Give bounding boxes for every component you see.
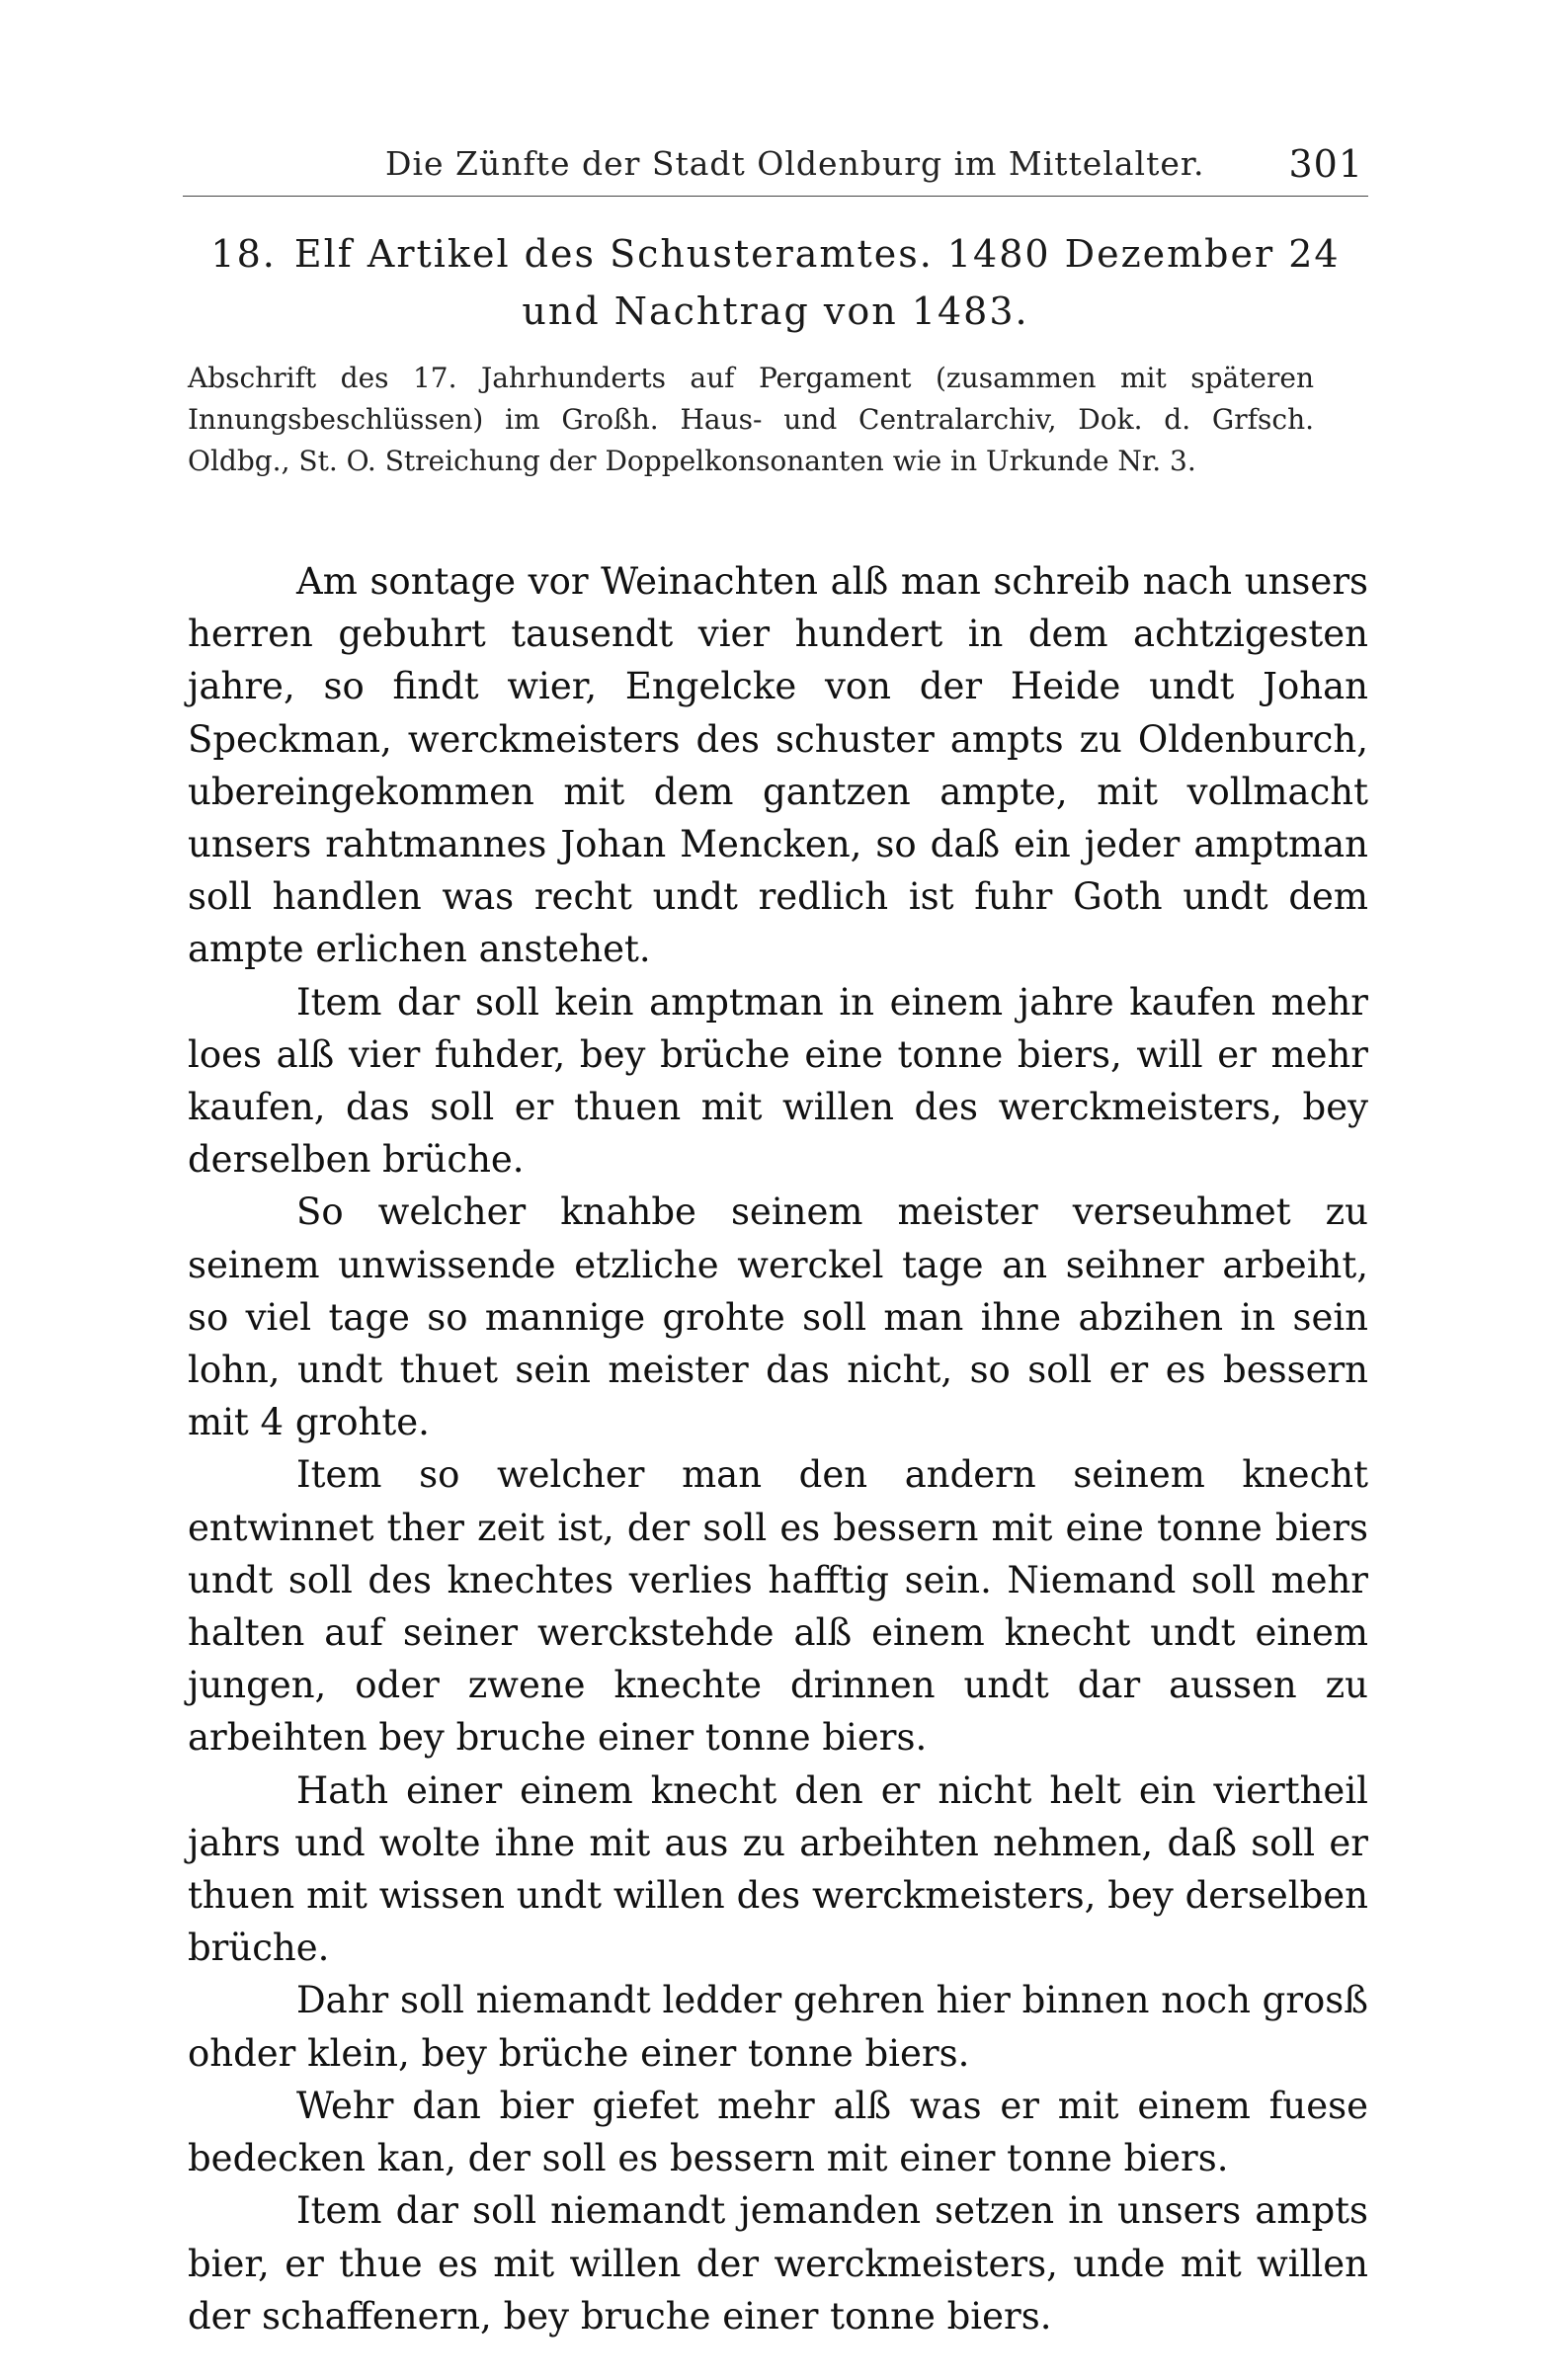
paragraph: Item dar soll niemandt jemanden setzen in unsers ampts bier, er thue es mit willen der werckmeisters, unde mit willen der schaffenern, bey bruche einer tonne biers. [188, 2189, 1368, 2338]
body-text [188, 555, 1368, 2342]
page-number: 301 [1288, 142, 1363, 186]
paragraph: Dahr soll niemandt ledder gehren hier binnen noch grosß ohder klein, bey brüche einer tonne biers. [188, 1979, 1369, 2075]
paragraph: So welcher knahbe seinem meister verseuhmet zu seinem unwissende etzliche werckel tage an seihner arbeiht, so viel tage so mannige grohte soll man ihne abzihen in sein lohn, undt thuet sein meister das nicht, so soll er es bessern mit 4 grohte. [188, 1190, 1368, 1444]
document-heading [188, 225, 1363, 340]
heading-line-1 [188, 225, 1363, 283]
header-rule [183, 196, 1368, 197]
source-note: Abschrift des 17. Jahrhunderts auf Pergament (zusammen mit späteren Innungsbeschlüssen) im Großh. Haus- und Centralarchiv, Dok. d. Grfsch. Oldbg., St. O. Streichung der Doppelkonsonanten wie in Urkunde Nr. 3. [188, 362, 1314, 477]
paragraph: Item so welcher man den andern seinem knecht entwinnet ther zeit ist, der soll es bessern mit eine tonne biers undt soll des knechtes verlies hafftig sein. Niemand soll mehr halten auf seiner werckstehde alß einem knecht undt einem jungen, oder zwene knechte drinnen undt dar aussen zu arbeihten bey bruche einer tonne biers. [188, 1453, 1368, 1760]
running-title: Die Zünfte der Stadt Oldenburg im Mittelalter. [385, 144, 1205, 183]
document-title-line-2: und Nachtrag von 1483. [522, 289, 1029, 333]
running-header [188, 138, 1363, 198]
document-number: 18. [210, 232, 277, 276]
document-title-line-1: Elf Artikel des Schusteramtes. 1480 Dezember 24 [293, 232, 1341, 276]
paragraph: Hath einer einem knecht den er nicht helt ein viertheil jahrs und wolte ihne mit aus zu arbeihten nehmen, daß soll er thuen mit wissen undt willen des werckmeisters, bey derselben brüche. [188, 1768, 1368, 1970]
paragraph: Item dar soll kein amptman in einem jahre kaufen mehr loes alß vier fuhder, bey brüche eine tonne biers, will er mehr kaufen, das soll er thuen mit willen des werckmeisters, bey derselben brüche. [188, 980, 1368, 1182]
paragraph: Wehr dan bier giefet mehr alß was er mit einem fuese bedecken kan, der soll es bessern mit einer tonne biers. [188, 2084, 1368, 2180]
paragraph: Am sontage vor Weinachten alß man schreib nach unsers herren gebuhrt tausendt vier hundert in dem achtzigesten jahre, so findt wier, Engelcke von der Heide undt Johan Speckman, werckmeisters des schuster ampts zu Oldenburch, ubereingekommen mit dem gantzen ampte, mit vollmacht unsers rahtmannes Johan Mencken, so daß ein jeder amptman soll handlen was recht undt redlich ist fuhr Goth undt dem ampte erlichen anstehet. [188, 560, 1368, 971]
